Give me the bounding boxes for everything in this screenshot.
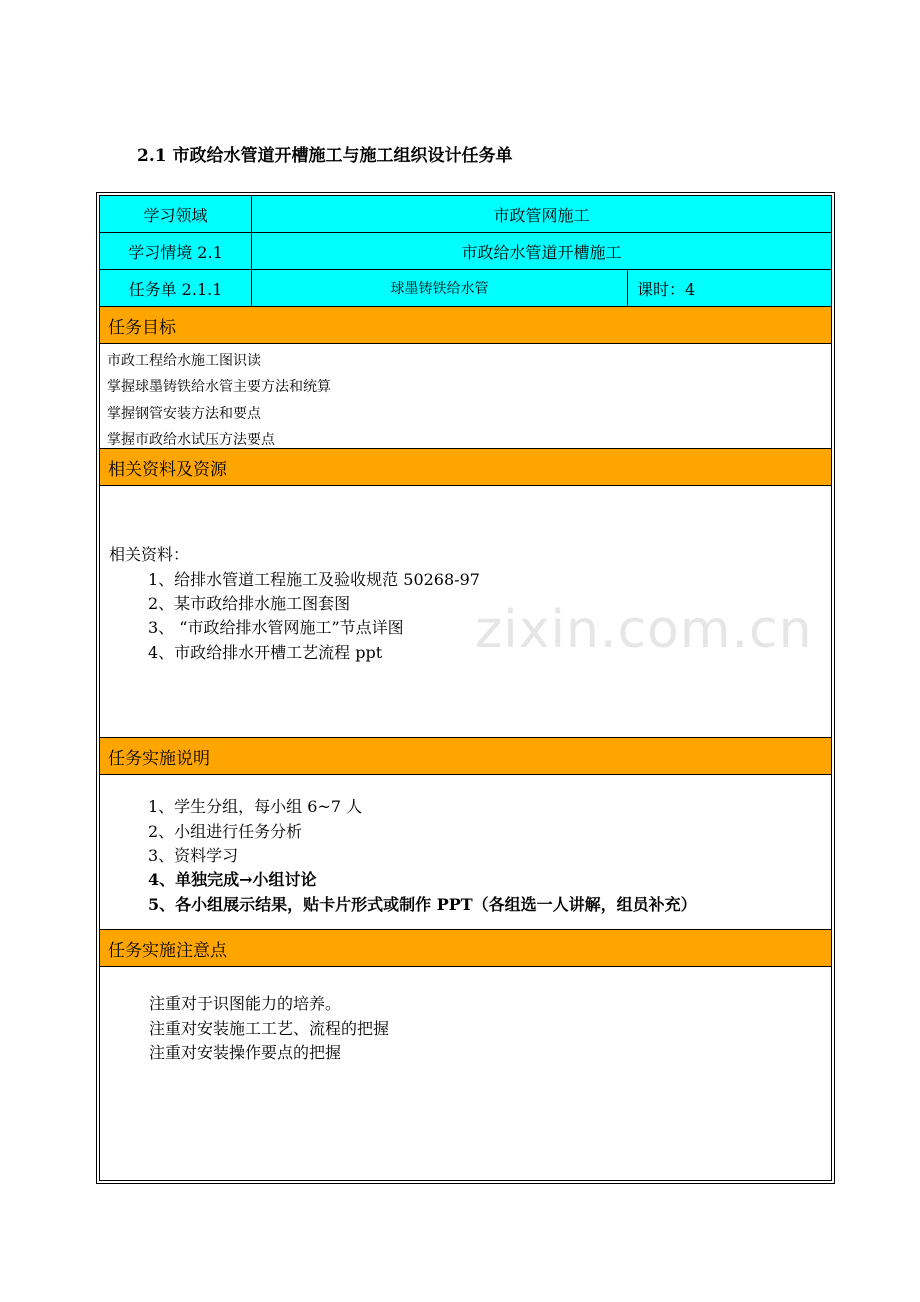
section-resources-heading (100, 449, 831, 486)
resource-item: 2、某市政给排水施工图套图 (148, 594, 351, 613)
resource-item: 1、给排水管道工程施工及验收规范 50268-97 (148, 570, 480, 589)
resources-heading: 相关资料及资源 (108, 459, 227, 480)
header-row-situation (100, 233, 831, 270)
page-title: 2.1 市政给水管道开槽施工与施工组织设计任务单 (137, 146, 513, 166)
goal-item: 掌握钢管安装方法和要点 (107, 406, 261, 422)
section-notes-body (100, 967, 831, 1180)
implementation-heading: 任务实施说明 (108, 748, 210, 769)
header-row-task (100, 270, 831, 307)
implementation-item: 4、单独完成→小组讨论 (148, 870, 317, 889)
implementation-item: 2、小组进行任务分析 (148, 822, 303, 841)
section-implementation-heading (100, 738, 831, 775)
task-sheet-inner (99, 195, 832, 1181)
task-value: 球墨铸铁给水管 (251, 270, 627, 306)
header-row-domain (100, 196, 831, 233)
goal-item: 市政工程给水施工图识读 (107, 353, 261, 369)
section-resources-body (100, 486, 831, 738)
goals-heading: 任务目标 (108, 317, 176, 338)
domain-label: 学习领域 (100, 196, 251, 232)
resource-item: 4、市政给排水开槽工艺流程 ppt (148, 643, 383, 662)
implementation-item: 1、学生分组，每小组 6~7 人 (148, 797, 363, 816)
goal-item: 掌握球墨铸铁给水管主要方法和统算 (107, 379, 331, 395)
section-goals-heading (100, 307, 831, 344)
section-implementation-body (100, 775, 831, 930)
watermark-text: zixin.com.cn (475, 600, 813, 660)
note-item: 注重对安装操作要点的把握 (149, 1043, 342, 1062)
section-goals-body (100, 344, 831, 449)
implementation-item: 5、各小组展示结果，贴卡片形式或制作 PPT（各组选一人讲解，组员补充） (148, 895, 697, 914)
note-item: 注重对于识图能力的培养。 (149, 994, 342, 1013)
note-item: 注重对安装施工工艺、流程的把握 (149, 1019, 390, 1038)
section-notes-heading (100, 930, 831, 967)
resource-item: 3、 “市政给排水管网施工”节点详图 (148, 618, 404, 637)
domain-value: 市政管网施工 (251, 196, 831, 232)
situation-value: 市政给水管道开槽施工 (251, 233, 831, 269)
situation-label: 学习情境 2.1 (100, 233, 251, 269)
task-sheet-table (96, 192, 835, 1184)
goal-item: 掌握市政给水试压方法要点 (107, 432, 275, 448)
class-hours: 课时：4 (627, 270, 831, 306)
task-label: 任务单 2.1.1 (100, 270, 251, 306)
implementation-item: 3、资料学习 (148, 846, 239, 865)
resources-intro: 相关资料： (109, 545, 190, 564)
notes-heading: 任务实施注意点 (108, 940, 227, 961)
